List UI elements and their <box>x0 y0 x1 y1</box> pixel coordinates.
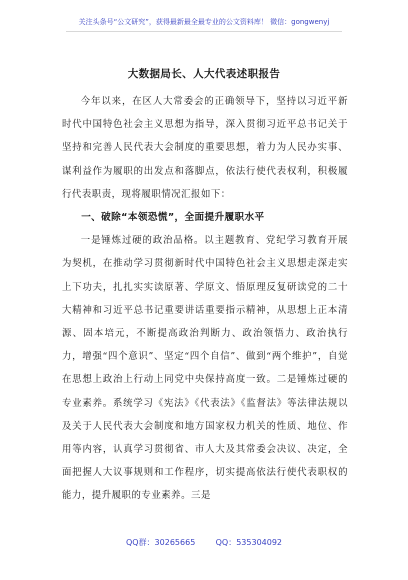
header-promo-note: 关注头条号“公文研究”，获得最新最全最专业的公文资料库！ 微信：gongwenyj <box>78 18 330 26</box>
section-heading: 一、破除“本领恐慌”，全面提升履职水平 <box>81 212 265 224</box>
document-body <box>62 90 348 508</box>
footer-contact: QQ群：30265665 QQ：535304092 <box>125 538 283 547</box>
intro-paragraph: 今年以来，在区人大常委会的正确领导下，坚持以习近平新时代中国特色社会主义思想为指导，深入贯彻习近平总书记关于坚持和完善人民代表大会制度的重要思想，着力为人民办实事、谋利益作为履职的出发点和落脚点，依法行使代表权利，积极履行代表职责，现将履职情况汇报如下： <box>62 96 348 200</box>
header-divider <box>66 31 342 32</box>
document-title: 大数据局长、人大代表述职报告 <box>127 68 281 80</box>
section-paragraph: 一是锤炼过硬的政治品格。以主题教育、党纪学习教育开展为契机，在推动学习贯彻新时代中国特色社会主义思想走深走实上下功夫，扎扎实实读原著、学原文、悟原理反复研读党的二十大精神和习近平总书记重要讲话重要指示精神，从思想上正本清源、固本培元，不断提高政治判断力、政治领悟力、政治执行力，增强“四个意识”、坚定“四个自信”、做到“两个维护”，自觉在思想上政治上行动上同党中央保持高度一致。二是锤炼过硬的专业素养。系统学习《宪法》《代表法》《监督法》等法律法规以及关于人民代表大会制度和地方国家权力机关的性质、地位、作用等内容，认真学习贯彻省、市人大及其常委会决议、决定，全面把握人大议事规则和工作程序，切实提高依法行使代表职权的能力，提升履职的专业素养。三是 <box>62 235 348 502</box>
